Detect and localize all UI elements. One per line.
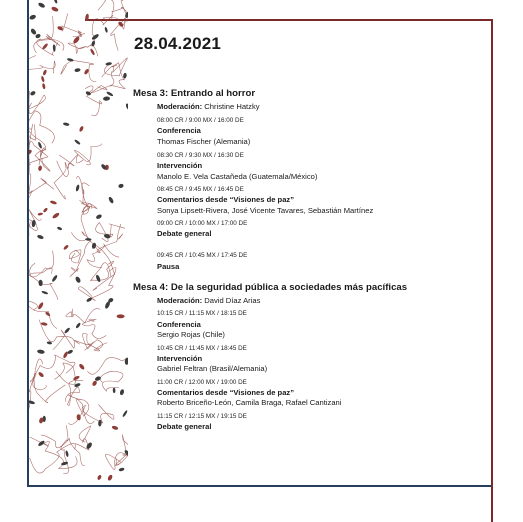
leaf-shape [37,349,45,354]
leaf-shape [90,48,96,56]
vine-stroke [75,144,102,165]
leaf-shape [63,122,70,126]
time-slot: 08:00 CR / 9:00 MX / 16:00 DE [157,117,244,124]
leaf-shape [29,14,37,21]
leaf-shape [43,207,49,213]
leaf-shape [95,214,102,220]
item-label: Debate general [157,422,212,431]
leaf-shape [122,410,128,418]
leaf-shape [86,297,93,303]
item-label: Conferencia [157,126,201,135]
leaf-shape [52,212,60,219]
moderation-line [157,296,260,305]
leaf-shape [108,196,115,204]
leaf-shape [38,2,46,9]
leaf-shape [74,139,81,145]
decorative-vine-pattern [29,0,128,484]
frame-line-bottom [27,485,493,487]
leaf-shape [30,28,37,36]
leaf-shape [75,184,80,192]
moderation-label: Moderación: [157,296,203,305]
time-slot: 10:45 CR / 11:45 MX / 18:45 DE [157,345,247,352]
leaf-shape [75,322,81,329]
leaf-shape [42,69,47,76]
leaf-shape [37,234,44,240]
speaker-names: Gabriel Feltran (Brasil/Alemania) [157,364,268,373]
item-label: Intervención [157,161,203,170]
leaf-shape [51,6,59,12]
vine-stroke [29,121,36,140]
vine-stroke [100,371,123,391]
leaf-shape [85,13,90,21]
leaf-shape [107,474,113,481]
item-label: Intervención [157,354,203,363]
leaf-shape [53,0,58,4]
leaf-shape [38,371,45,378]
leaf-shape [85,238,92,241]
leaf-shape [41,322,48,326]
leaf-shape [38,212,44,215]
vine-stroke [29,111,54,144]
leaf-shape [124,357,128,365]
vine-stroke [37,39,64,56]
event-date: 28.04.2021 [134,34,222,53]
vine-stroke [70,241,91,277]
leaf-shape [37,302,44,310]
leaf-shape [67,349,74,355]
leaf-shape [78,363,85,370]
item-label: Debate general [157,229,212,238]
vine-stroke [54,363,75,385]
vine-stroke [68,33,86,53]
leaf-shape [104,27,108,33]
leaf-shape [63,244,69,250]
vine-stroke [68,395,95,424]
item-label: Conferencia [157,320,201,329]
speaker-names: Thomas Fischer (Alemania) [157,137,251,146]
moderator-name: Christine Hatzky [204,102,260,111]
item-label: Comentarios desde “Visiones de paz” [157,388,295,397]
vine-stroke [102,58,128,77]
leaf-shape [50,200,58,205]
vine-stroke [87,357,128,374]
leaf-shape [65,450,69,457]
vine-stroke [111,7,127,50]
vine-stroke [54,161,69,199]
leaf-shape [75,276,82,284]
item-label: Comentarios desde “Visiones de paz” [157,195,295,204]
vine-stroke [62,13,82,36]
leaf-shape [125,103,128,110]
vine-stroke [41,435,85,466]
leaf-shape [113,388,116,393]
leaf-shape [103,96,110,101]
vine-stroke [68,405,114,425]
vine-stroke [91,261,114,281]
item-label: Pausa [157,262,180,271]
leaf-shape [42,43,49,50]
frame-line-right [491,19,493,522]
leaf-shape [37,142,42,149]
leaf-shape [41,76,45,83]
vine-stroke [61,425,69,473]
leaf-shape [106,91,114,97]
leaf-shape [117,314,125,318]
leaf-shape [74,68,80,72]
leaf-shape [105,62,112,66]
leaf-shape [117,21,124,28]
leaf-shape [38,280,42,287]
vine-stroke [34,359,65,403]
vine-stroke [69,250,81,263]
time-slot: 11:15 CR / 12:15 MX / 19:15 DE [157,413,247,420]
leaf-shape [35,33,41,39]
vine-stroke [71,200,90,241]
time-slot: 11:00 CR / 12:00 MX / 19:00 DE [157,379,247,386]
leaf-shape [94,376,101,382]
time-slot: 10:15 CR / 11:15 MX / 18:15 DE [157,310,247,317]
leaf-shape [61,461,69,466]
leaf-shape [51,274,58,282]
speaker-names: Roberto Briceño-León, Camila Braga, Rafael Cantizani [157,398,342,407]
leaf-shape [42,83,46,89]
leaf-shape [119,389,124,396]
leaf-shape [57,226,63,231]
leaf-shape [73,375,80,381]
time-slot: 09:45 CR / 10:45 MX / 17:45 DE [157,252,248,259]
speaker-names: Manolo E. Vela Castañeda (Guatemala/México) [157,172,318,181]
speaker-names: Sonya Lipsett-Rivera, José Vicente Tavares, Sebastián Martínez [157,206,374,215]
leaf-shape [53,44,56,52]
leaf-shape [64,327,71,334]
frame-line-top [85,19,493,21]
leaf-shape [45,311,51,317]
moderation-line [157,102,260,111]
vine-stroke [29,56,55,74]
vine-stroke [82,319,106,338]
leaf-shape [95,274,101,282]
moderation-label: Moderación: [157,102,203,111]
time-slot: 09:00 CR / 10:00 MX / 17:00 DE [157,220,248,227]
vine-stroke [83,333,103,350]
leaf-shape [111,425,118,430]
leaf-shape [76,414,81,421]
leaf-shape [91,380,97,387]
vine-stroke [92,244,114,290]
vine-stroke [29,251,54,277]
vine-stroke [30,355,75,382]
speaker-names: Sergio Rojas (Chile) [157,330,225,339]
time-slot: 08:45 CR / 9:45 MX / 16:45 DE [157,186,244,193]
leaf-shape [38,165,43,171]
leaf-shape [97,474,102,480]
leaf-shape [118,183,124,188]
session-title: Mesa 3: Entrando al horror [133,88,256,99]
session-title: Mesa 4: De la seguridad pública a sociedades más pacíficas [133,282,408,293]
time-slot: 08:30 CR / 9:30 MX / 16:30 DE [157,152,244,159]
vine-stroke [59,155,83,169]
leaf-shape [30,90,37,96]
leaf-shape [118,467,124,472]
leaf-shape [29,149,33,156]
vine-stroke [66,309,100,324]
leaf-shape [41,290,48,295]
leaf-shape [123,73,127,79]
vine-stroke [29,174,54,197]
leaf-shape [79,126,85,133]
vine-stroke [87,86,107,116]
moderator-name: David Díaz Arias [204,296,261,305]
